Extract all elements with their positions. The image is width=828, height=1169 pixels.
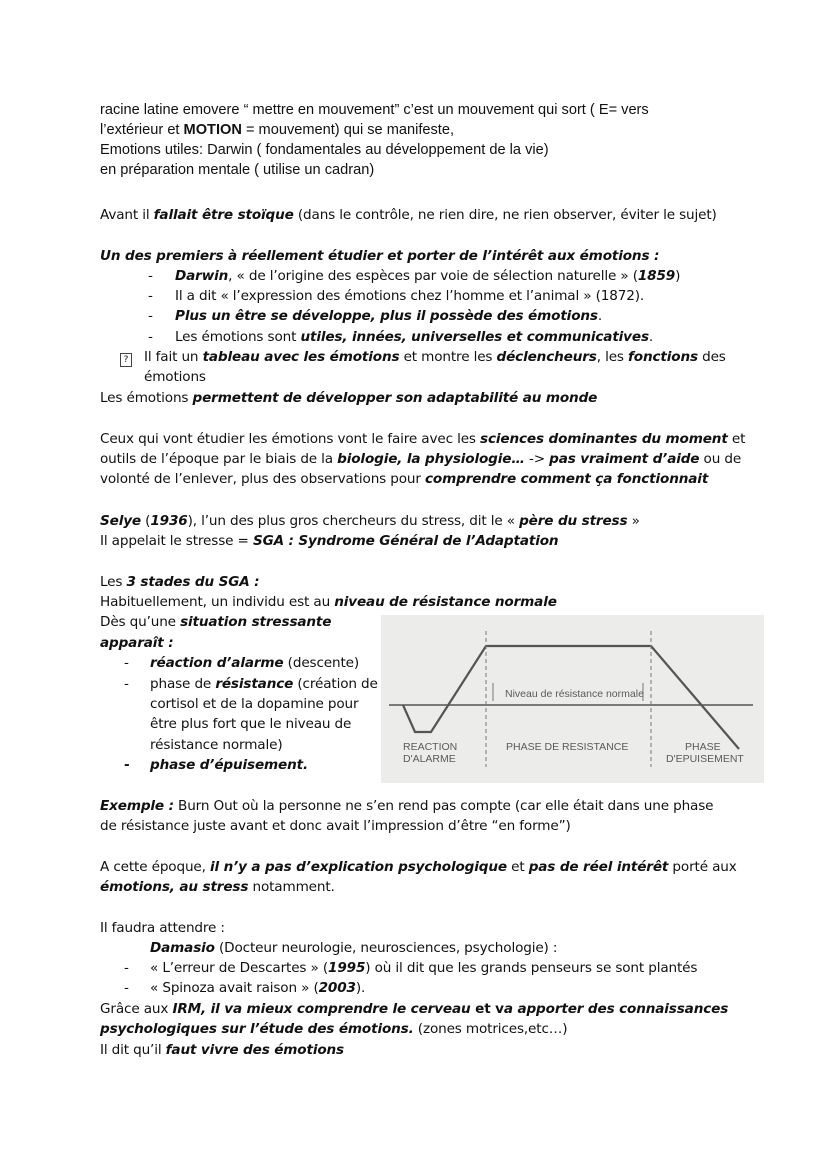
text: A cette époque, (100, 859, 210, 875)
sga-stage-2-line-2: cortisol et de la dopamine pour (150, 696, 359, 712)
bullet-dash: - (148, 268, 153, 284)
text: , les (596, 349, 629, 365)
irm-line (100, 999, 728, 1019)
text-emphasis: phase d’épuisement. (150, 757, 308, 773)
text: racine latine emovere “ mettre en mouvement” c’est un mouvement qui sort ( E= vers (100, 102, 649, 118)
text-emphasis: situation stressante (180, 614, 332, 630)
text: » (627, 513, 640, 529)
text-emphasis: biologie, la physiologie… (337, 451, 525, 467)
text: Les émotions sont (175, 329, 301, 345)
text: phase de (150, 676, 216, 692)
text: Emotions utiles: Darwin ( fondamentales au développement de la vie) (100, 142, 549, 158)
text: Il a dit « l’expression des émotions chez l’homme et l’animal » (1872). (175, 288, 645, 304)
bullet-dash: - (124, 757, 130, 773)
text: Il dit qu’il (100, 1042, 166, 1058)
text-emphasis: 2003 (318, 980, 356, 996)
text-emphasis: utiles, innées, universelles et communicatives (300, 329, 649, 345)
sga-line-3: apparaît : (100, 635, 174, 651)
text: et (727, 431, 746, 447)
text: Il fait un (144, 349, 203, 365)
phase1-label-line-2: D'ALARME (403, 753, 456, 765)
text-emphasis: 1995 (328, 960, 366, 976)
text: des (697, 349, 726, 365)
text: Les (100, 574, 127, 590)
selye-line-1 (100, 511, 640, 531)
intro-line-4 (100, 160, 374, 180)
text-emphasis: fallait être stoïque (153, 207, 294, 223)
vivre-line (100, 1040, 344, 1060)
text-emphasis: émotions, au stress (100, 879, 249, 895)
text: Dès qu’une (100, 614, 181, 630)
text: ). (355, 980, 366, 996)
sga-line-1 (100, 592, 557, 612)
text-emphasis: pas de réel intérêt (528, 859, 669, 875)
text-emphasis: sciences dominantes du moment (480, 431, 728, 447)
text-emphasis: Plus un être se développe, plus il possède des émotions (175, 308, 598, 324)
darwin-heading: Un des premiers à réellement étudier et porter de l’intérêt aux émotions : (100, 248, 660, 264)
text-emphasis: permettent de développer son adaptabilité au monde (192, 390, 598, 406)
damasio-book-2 (124, 978, 365, 998)
arrow-symbol-icon: ? (120, 353, 132, 367)
epoque-line-1 (100, 857, 737, 877)
bullet-dash: - (148, 308, 153, 324)
text-emphasis: 1859 (637, 268, 676, 284)
text: Burn Out où la personne ne s’en rend pas compte (car elle était dans une phase (173, 798, 714, 814)
phase2-label: PHASE DE RESISTANCE (506, 741, 629, 753)
text: ), l’un des plus gros chercheurs du stress, dit le « (187, 513, 520, 529)
bullet-dash: - (124, 676, 129, 692)
text: « L’erreur de Descartes » ( (150, 960, 329, 976)
intro-line-1 (100, 100, 649, 120)
bullet-dash: - (124, 960, 129, 976)
text: -> (524, 451, 550, 467)
text-emphasis: Darwin (175, 268, 229, 284)
text: (création de (293, 676, 378, 692)
text: « Spinoza avait raison » ( (150, 980, 319, 996)
text: Grâce aux (100, 1001, 173, 1017)
stoic-line (100, 205, 717, 225)
darwin-table-line-1 (120, 347, 726, 367)
text: Avant il (100, 207, 154, 223)
bullet-dash: - (124, 980, 129, 996)
sga-stage-2-line-3: être plus fort que le niveau de (150, 716, 352, 732)
text-emphasis: il n’y a pas d’explication psychologique (209, 859, 507, 875)
darwin-item-1 (148, 266, 680, 286)
intro-line-3 (100, 140, 549, 160)
text-emphasis: pas vraiment d’aide (549, 451, 700, 467)
text: Les émotions (100, 390, 193, 406)
text-emphasis: fonctions (628, 349, 698, 365)
text-emphasis: psychologiques sur l’étude des émotions. (100, 1021, 414, 1037)
text-emphasis: Exemple : (100, 798, 174, 814)
epoque-line-2 (100, 877, 335, 897)
bullet-dash: - (124, 655, 129, 671)
text-emphasis: réaction d’alarme (150, 655, 284, 671)
text: en préparation mentale ( utilise un cadran) (100, 162, 375, 178)
text-emphasis: 3 stades du SGA : (126, 574, 260, 590)
text: Habituellement, un individu est au (100, 594, 335, 610)
text: Ceux qui vont étudier les émotions vont le faire avec les (100, 431, 481, 447)
text-emphasis: SGA : Syndrome Général de l’Adaptation (252, 533, 559, 549)
text: = mouvement) qui se manifeste, (241, 122, 455, 138)
bullet-dash: - (148, 329, 153, 345)
selye-line-2 (100, 531, 558, 551)
text: ( (141, 513, 151, 529)
text-emphasis: Damasio (150, 940, 215, 956)
text-emphasis: comprendre comment ça fonctionnait (425, 471, 709, 487)
text-emphasis: IRM, il va mieux comprendre le cerveau (172, 1001, 471, 1017)
bullet-dash: - (148, 288, 153, 304)
darwin-table-line-2: émotions (144, 369, 206, 385)
damasio-book-1 (124, 958, 697, 978)
sga-diagram (381, 615, 764, 783)
text-bold: MOTION (183, 122, 242, 138)
text: outils de l’époque par le biais de la (100, 451, 338, 467)
phase3-label-line-1: PHASE (685, 741, 721, 753)
text: (zones motrices,etc…) (413, 1021, 568, 1037)
sga-diagram-svg (381, 615, 764, 783)
damasio-wait: Il faudra attendre : (100, 920, 225, 936)
text-emphasis: résistance (215, 676, 294, 692)
text: . (648, 329, 654, 345)
text-emphasis: 1936 (150, 513, 188, 529)
text: (Docteur neurologie, neurosciences, psychologie) : (214, 940, 558, 956)
text-emphasis: Selye (100, 513, 142, 529)
text: ) (675, 268, 681, 284)
sga-stage-2 (124, 674, 378, 694)
text-emphasis: déclencheurs (496, 349, 597, 365)
damasio-name-line (150, 938, 557, 958)
text: ou de (699, 451, 742, 467)
level-label: Niveau de résistance normale (505, 688, 644, 700)
phase1-label-line-1: REACTION (403, 741, 458, 753)
example-line-2: de résistance juste avant et donc avait l’impression d’être “en forme”) (100, 818, 571, 834)
text: Il appelait le stresse = (100, 533, 253, 549)
sga-stage-3 (124, 755, 308, 775)
text: . (597, 308, 603, 324)
adaptability-line (100, 388, 597, 408)
sciences-line-2 (100, 449, 741, 469)
text: et v (470, 1001, 504, 1017)
sciences-line-1 (100, 429, 745, 449)
text: notamment. (248, 879, 335, 895)
text: et montre les (399, 349, 497, 365)
darwin-item-3 (148, 306, 602, 326)
sga-stage-2-line-4: résistance normale) (150, 737, 283, 753)
phase3-label-line-2: D'EPUISEMENT (666, 753, 744, 765)
darwin-item-4 (148, 327, 653, 347)
text: ) où il dit que les grands penseurs se sont plantés (365, 960, 698, 976)
text: (descente) (283, 655, 360, 671)
sga-stage-1 (124, 653, 359, 673)
example-line-1 (100, 796, 713, 816)
text-emphasis: faut vivre des émotions (165, 1042, 345, 1058)
text: volonté de l’enlever, plus des observations pour (100, 471, 425, 487)
sga-line-2 (100, 612, 331, 632)
text: et (506, 859, 529, 875)
text: , « de l’origine des espèces par voie de sélection naturelle » ( (228, 268, 638, 284)
darwin-item-2 (148, 286, 644, 306)
intro-line-2 (100, 120, 454, 140)
text: porté aux (668, 859, 737, 875)
text-emphasis: a apporter des connaissances (503, 1001, 729, 1017)
sga-heading (100, 572, 259, 592)
psy-line (100, 1019, 567, 1039)
text-emphasis: tableau avec les émotions (202, 349, 400, 365)
text: (dans le contrôle, ne rien dire, ne rien observer, éviter le sujet) (293, 207, 717, 223)
text-emphasis: niveau de résistance normale (334, 594, 557, 610)
text-emphasis: père du stress (519, 513, 628, 529)
sciences-line-3 (100, 469, 708, 489)
text: l’extérieur et (100, 122, 184, 138)
